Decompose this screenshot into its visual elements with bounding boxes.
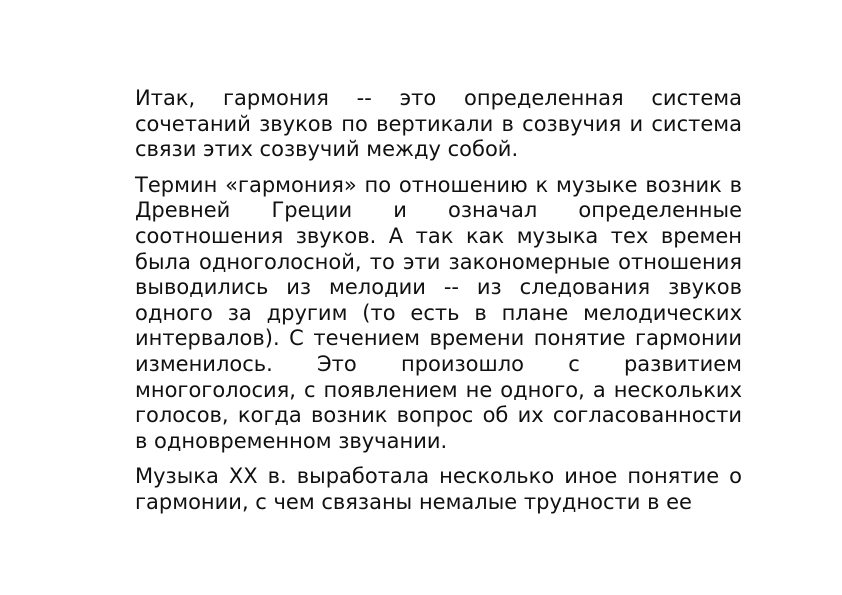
paragraph-term-history: Термин «гармония» по отношению к музыке возник в Древней Греции и означал определенные соотношения звуков. А так как музыка тех времен была одноголосной, то эти закономерные отношения выводились из мелодии -- из следования звуков одного за другим (то есть в плане мелодических интервалов). С течением времени понятие гармонии изменилось. Это произошло с развитием многоголосия, с появлением не одного, а нескольких голосов, когда возник вопрос об их согласованности в одновременном звучании. bbox=[135, 172, 742, 453]
paragraph-harmony-definition: Итак, гармония -- это определенная система сочетаний звуков по вертикали в созвучия и система связи этих созвучий между собой. bbox=[135, 86, 742, 162]
body-text bbox=[135, 86, 742, 516]
paragraph-twentieth-century: Музыка XX в. выработала несколько иное понятие о гармонии, с чем связаны немалые трудности в ее bbox=[135, 464, 742, 514]
